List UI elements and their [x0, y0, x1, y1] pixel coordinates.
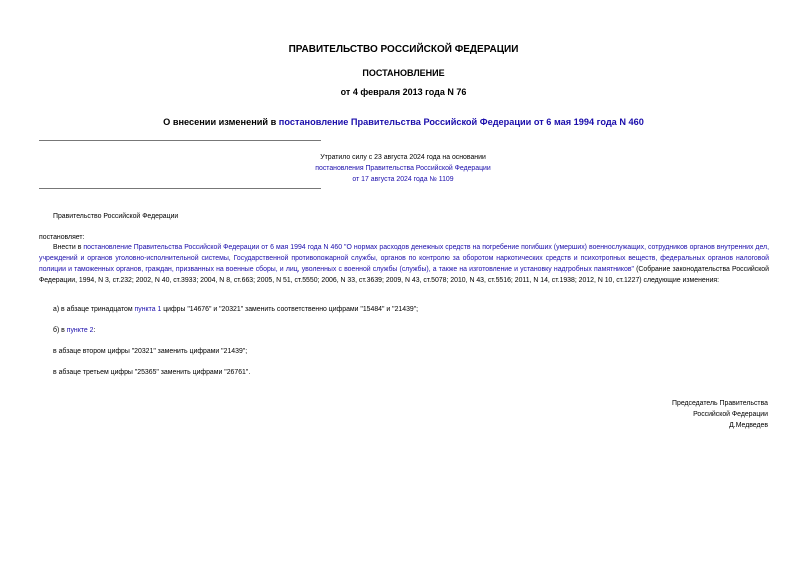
intro-paragraph — [39, 242, 769, 286]
title-prefix: О внесении изменений в — [163, 117, 279, 127]
intro-prefix: Внести в — [53, 244, 84, 251]
document-date: от 4 февраля 2013 года N 76 — [340, 87, 467, 97]
status-note — [300, 152, 506, 185]
signature-line-2: Российской Федерации — [693, 411, 768, 418]
document-title — [0, 117, 807, 127]
intro-link[interactable]: постановление Правительства Российской Федерации от 6 мая 1994 года N 460 "О нормах расходов денежных средств на погребение погибших (умерших) военнослужащих, сотрудников органов внутренних дел, учреждений и органов уголовно-исполнительной системы, Государственной противопожарной службы, органов по контролю за оборотом наркотических средств и психотропных веществ, федеральных органов налоговой полиции и таможенных органов, граждан, призванных на военные сборы, и лиц, уволенных с военной службы (службы), а также на изготовление и установку надгробных памятников" — [39, 244, 769, 273]
document-type: ПОСТАНОВЛЕНИЕ — [362, 68, 445, 78]
signature-line-3: Д.Медведев — [729, 422, 768, 429]
item-b — [53, 325, 95, 336]
issuer-text: Правительство Российской Федерации — [53, 213, 179, 220]
status-note-text: Утратило силу с 23 августа 2024 года на основании — [320, 154, 486, 161]
signature-block — [672, 398, 768, 431]
status-note-link-2[interactable]: от 17 августа 2024 года № 1109 — [352, 176, 454, 183]
item-a-suffix: цифры "14676" и "20321" заменить соответственно цифрами "15484" и "21439"; — [161, 306, 419, 313]
status-note-link-1[interactable]: постановления Правительства Российской Федерации — [315, 165, 491, 172]
item-b-1: в абзаце втором цифры "20321" заменить цифрами "21439"; — [53, 348, 248, 355]
title-link[interactable]: постановление Правительства Российской Федерации от 6 мая 1994 года N 460 — [278, 117, 644, 127]
item-b-suffix: : — [93, 327, 96, 334]
item-a-prefix: а) в абзаце тринадцатом — [53, 306, 135, 313]
resolves-text: постановляет: — [39, 234, 85, 241]
intro-suffix: (Собрание законодательства Российской Федерации, 1994, N 3, ст.232; 2002, N 40, ст.3933; 2004, N 8, ст.663; 2005, N 51, ст.5550; 2006, N 33, ст.3639; 2009, N 43, ст.5078; 2010, N 43, ст.5516; 2011, N 14, ст.1938; 2012, N 10, ст.1227) следующие изменения: — [39, 266, 769, 284]
item-a — [53, 304, 418, 315]
divider-top — [39, 140, 321, 141]
item-b-prefix: б) в — [53, 327, 67, 334]
government-heading: ПРАВИТЕЛЬСТВО РОССИЙСКОЙ ФЕДЕРАЦИИ — [288, 44, 519, 55]
signature-line-1: Председатель Правительства — [672, 400, 768, 407]
item-b-2: в абзаце третьем цифры "25365" заменить цифрами "26761". — [53, 369, 251, 376]
item-b-link[interactable]: пункте 2 — [66, 327, 94, 334]
divider-bottom — [39, 188, 321, 189]
item-a-link[interactable]: пункта 1 — [134, 306, 162, 313]
